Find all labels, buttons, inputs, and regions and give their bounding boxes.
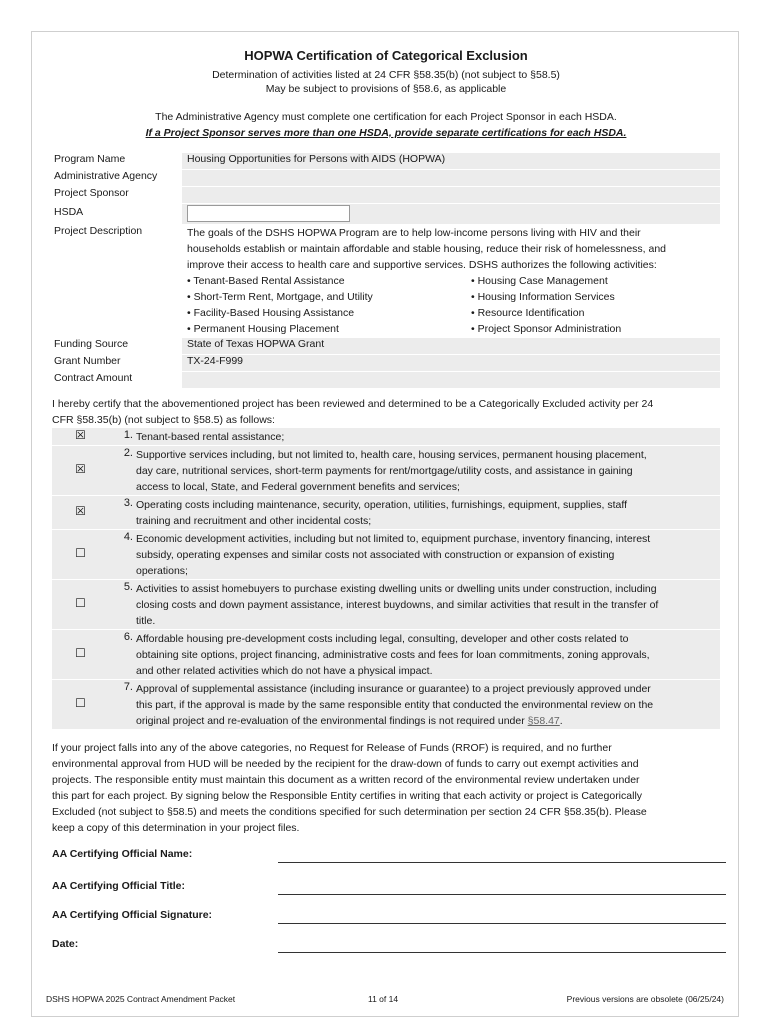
official-name-label: AA Certifying Official Name: bbox=[52, 848, 193, 860]
certification-intro-line: I hereby certify that the abovementioned project has been reviewed and determined to be a Categorically Excluded activity per 24 bbox=[52, 398, 654, 410]
exclusion-item-7 bbox=[52, 680, 720, 729]
certification-intro-line: CFR §58.35(b) (not subject to §58.5) as follows: bbox=[52, 414, 275, 426]
description-line: The goals of the DSHS HOPWA Program are to help low-income persons living with HIV and their bbox=[187, 227, 641, 239]
official-name-row bbox=[52, 848, 726, 866]
activity-bullet-item: • Tenant-Based Rental Assistance bbox=[187, 275, 345, 287]
item-text: Tenant-based rental assistance; bbox=[136, 431, 285, 443]
program-name-value: Housing Opportunities for Persons with AIDS (HOPWA) bbox=[182, 153, 720, 169]
official-signature-field[interactable] bbox=[278, 923, 726, 924]
activity-bullet-item: • Facility-Based Housing Assistance bbox=[187, 307, 355, 319]
activity-bullet-item: • Housing Case Management bbox=[471, 275, 608, 287]
project-sponsor-field[interactable] bbox=[182, 187, 720, 203]
subtitle-determination: Determination of activities listed at 24 CFR §58.35(b) (not subject to §58.5) bbox=[212, 69, 560, 81]
hsda-input[interactable] bbox=[187, 205, 350, 222]
row-project-sponsor bbox=[52, 187, 720, 203]
official-title-label: AA Certifying Official Title: bbox=[52, 880, 186, 892]
checkbox-item-2[interactable]: ☒ bbox=[75, 462, 86, 476]
date-row bbox=[52, 938, 726, 956]
item-number: 2. bbox=[123, 447, 133, 459]
subtitle-provisions: May be subject to provisions of §58.6, as applicable bbox=[265, 83, 507, 95]
cfr-58-47-link[interactable]: §58.47 bbox=[527, 715, 560, 727]
item-text: Approval of supplemental assistance (including insurance or guarantee) to a project previously approved under this part, if the approval is made by the same responsible entity that conducted the environmental review on the original project and re-evaluation of the environmental findings is not required under §58.47. bbox=[136, 683, 654, 727]
document-title: HOPWA Certification of Categorical Exclusion bbox=[244, 48, 528, 63]
project-sponsor-label: Project Sponsor bbox=[54, 187, 129, 199]
footer-page-number: 11 of 14 bbox=[368, 994, 399, 1004]
admin-agency-label: Administrative Agency bbox=[54, 170, 158, 182]
official-signature-label: AA Certifying Official Signature: bbox=[52, 909, 213, 921]
date-field[interactable] bbox=[278, 952, 726, 953]
row-funding-source bbox=[52, 338, 720, 354]
footer-version-note: Previous versions are obsolete (06/25/24) bbox=[566, 994, 724, 1004]
funding-source-value: State of Texas HOPWA Grant bbox=[182, 338, 720, 354]
footer-packet-name: DSHS HOPWA 2025 Contract Amendment Packet bbox=[46, 994, 236, 1004]
item-number: 7. bbox=[123, 681, 133, 693]
description-line: improve their access to health care and supportive services. DSHS authorizes the following activities: bbox=[187, 259, 657, 271]
funding-source-label: Funding Source bbox=[54, 338, 129, 350]
activity-bullet-item: • Permanent Housing Placement bbox=[187, 323, 339, 335]
grant-number-label: Grant Number bbox=[54, 355, 121, 367]
activity-bullet-item: • Resource Identification bbox=[471, 307, 585, 319]
instruction-one-certification: The Administrative Agency must complete one certification for each Project Sponsor in each HSDA. bbox=[155, 111, 617, 123]
hsda-label: HSDA bbox=[54, 206, 84, 218]
activity-bullet-item: • Short-Term Rent, Mortgage, and Utility bbox=[187, 291, 373, 303]
checkbox-item-1[interactable]: ☒ bbox=[75, 428, 86, 442]
exclusion-item-4 bbox=[52, 530, 720, 579]
activity-bullet-item: • Project Sponsor Administration bbox=[471, 323, 622, 335]
hsda-cell bbox=[182, 204, 720, 224]
contract-amount-label: Contract Amount bbox=[54, 372, 133, 384]
closing-paragraph: If your project falls into any of the above categories, no Request for Release of Funds (RROF) is required, and no further environmental approval from HUD will be needed by the recipient for the draw-down of funds to carry out exempt activities and projects. The responsible entity must maintain this document as a written record of the environmental review undertaken under this part for each project. By signing below the Responsible Entity certifies in writing that each activity or project is Categorically Excluded (not subject to §58.5) and meets the conditions specified for such determination per section 24 CFR §58.35(b). Please keep a copy of this determination in your project files. bbox=[52, 742, 647, 834]
activity-bullet-item: • Housing Information Services bbox=[471, 291, 615, 303]
contract-amount-field[interactable] bbox=[182, 372, 720, 388]
exclusion-item-1 bbox=[52, 428, 720, 445]
admin-agency-field[interactable] bbox=[182, 170, 720, 186]
item-number: 1. bbox=[123, 429, 133, 441]
description-line: households establish or maintain affordable and stable housing, reduce their risk of homelessness, and bbox=[187, 243, 667, 255]
program-name-label: Program Name bbox=[54, 153, 126, 165]
item-text: Operating costs including maintenance, security, operation, utilities, furnishings, equipment, supplies, staff training and recruitment and other incidental costs; bbox=[136, 499, 628, 527]
row-grant-number bbox=[52, 355, 720, 371]
row-program-name bbox=[52, 153, 720, 169]
official-signature-row bbox=[52, 909, 726, 927]
row-contract-amount bbox=[52, 372, 720, 388]
exclusion-item-6 bbox=[52, 630, 720, 679]
document-page bbox=[31, 31, 739, 1017]
checkbox-item-5[interactable]: ☐ bbox=[75, 596, 86, 610]
exclusion-item-5 bbox=[52, 580, 720, 629]
project-info-table bbox=[52, 153, 720, 383]
official-name-field[interactable] bbox=[278, 862, 726, 863]
exclusion-item-3 bbox=[52, 496, 720, 529]
item-text: Economic development activities, including but not limited to, equipment purchase, inventory financing, interest subsidy, operating expenses and similar costs not associated with construction or expansion of existing operations; bbox=[136, 533, 651, 577]
checkbox-item-3[interactable]: ☒ bbox=[75, 504, 86, 518]
official-title-field[interactable] bbox=[278, 894, 726, 895]
project-description-label: Project Description bbox=[54, 225, 143, 237]
item-text: Supportive services including, but not limited to, health care, housing services, permanent housing placement, day care, nutritional services, short-term payments for rent/mortgage/utility costs, and assistance in gaining access to local, State, and Federal government benefits and services; bbox=[136, 449, 647, 493]
certification-intro bbox=[52, 396, 720, 428]
date-label: Date: bbox=[52, 938, 79, 950]
grant-number-value: TX-24-F999 bbox=[182, 355, 720, 371]
item-number: 5. bbox=[123, 581, 133, 593]
row-admin-agency bbox=[52, 170, 720, 186]
instruction-separate-certifications: If a Project Sponsor serves more than one HSDA, provide separate certifications for each HSDA. bbox=[145, 127, 627, 139]
project-description-value bbox=[182, 225, 720, 337]
item-number: 6. bbox=[123, 631, 133, 643]
item-text: Affordable housing pre-development costs including legal, consulting, developer and other costs related to obtaining site options, project financing, administrative costs and fees for loan commitments, zoning approvals, and other related activities which do not have a physical impact. bbox=[136, 633, 650, 677]
exclusion-item-2 bbox=[52, 446, 720, 495]
row-hsda bbox=[52, 204, 720, 224]
item-number: 4. bbox=[123, 531, 133, 543]
item-text: Activities to assist homebuyers to purchase existing dwelling units or dwelling units under construction, including closing costs and down payment assistance, interest buydowns, and similar activities that result in the transfer of title. bbox=[136, 583, 659, 627]
item-number: 3. bbox=[123, 497, 133, 509]
row-project-description bbox=[52, 225, 720, 337]
checkbox-item-4[interactable]: ☐ bbox=[75, 546, 86, 560]
official-title-row bbox=[52, 880, 726, 898]
checkbox-item-6[interactable]: ☐ bbox=[75, 646, 86, 660]
checkbox-item-7[interactable]: ☐ bbox=[75, 696, 86, 710]
